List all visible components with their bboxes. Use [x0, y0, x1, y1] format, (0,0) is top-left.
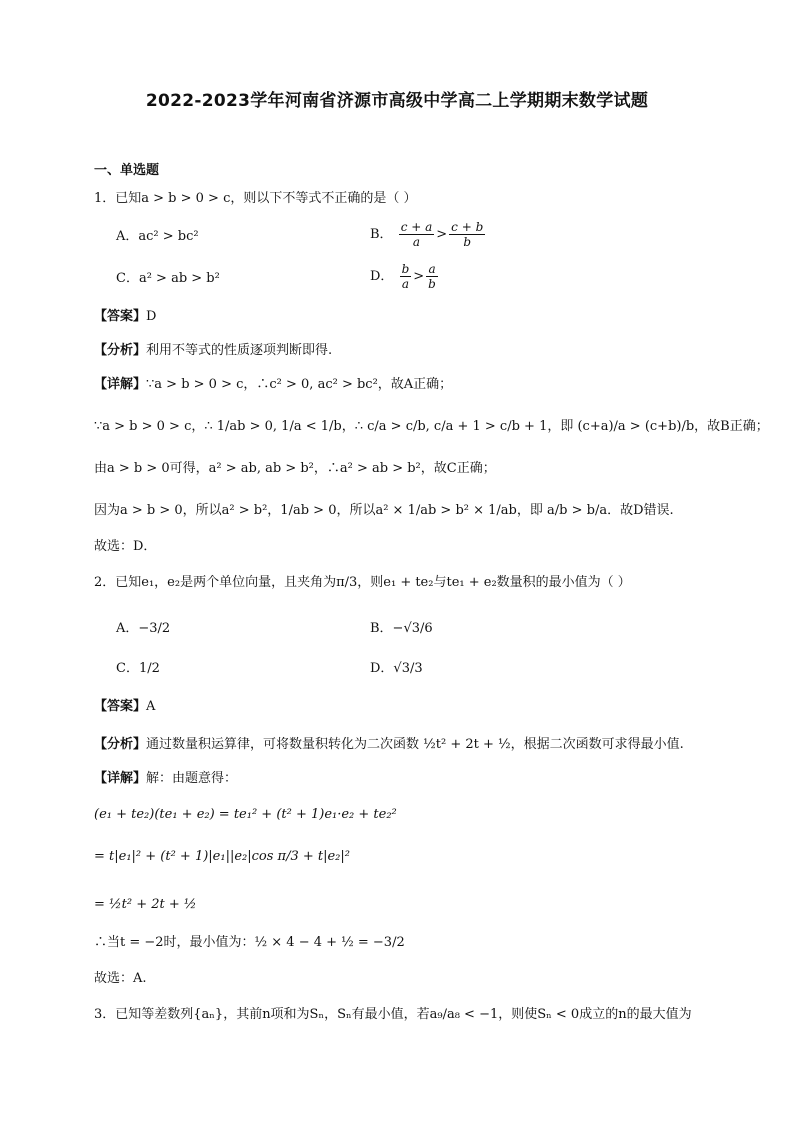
detail-text: 解：由题意得： [146, 771, 238, 786]
answer-tag: 【答案】 [94, 699, 147, 714]
q1-analysis [94, 342, 332, 360]
fraction-denominator: a [412, 235, 421, 249]
q1-detail-line-4: 因为a > b > 0，所以a² > b²，1/ab > 0，所以a² × 1/ab > b² × 1/ab，即 a/b > b/a．故D错误. [94, 503, 674, 518]
analysis-tag: 【分析】 [94, 343, 147, 358]
section-heading: 一、单选题 [94, 163, 160, 178]
q2-option-d: D．√3/3 [370, 661, 423, 676]
fraction-denominator: b [428, 277, 436, 291]
q1-option-d-left-fraction [400, 262, 412, 291]
analysis-text: 通过数量积运算律，可将数量积转化为二次函数 ½t² + 2t + ½，根据二次函数可求得最小值. [146, 737, 684, 752]
analysis-tag: 【分析】 [94, 737, 147, 752]
q3-stem: 3．已知等差数列{aₙ}，其前n项和为Sₙ，Sₙ有最小值，若a₉/a₈ < −1，则使Sₙ < 0成立的n的最大值为 [94, 1007, 692, 1022]
q1-answer [94, 308, 156, 326]
q1-option-d-prefix: D． [370, 269, 394, 284]
q1-option-b: B． $\frac{c + a}{a}$ > $\frac{c + b}{b}$ [370, 220, 484, 249]
q1-stem: 1．已知a > b > 0 > c，则以下不等式不正确的是（ ） [94, 191, 417, 206]
answer-value: A [146, 699, 156, 714]
q2-detail-intro [94, 770, 237, 788]
fraction-numerator: b [401, 262, 410, 276]
analysis-text: 利用不等式的性质逐项判断即得. [146, 343, 333, 358]
detail-tag: 【详解】 [94, 377, 147, 392]
q2-answer [94, 698, 155, 716]
q1-option-c: C．a² > ab > b² [116, 271, 220, 286]
q1-option-b-left-fraction [399, 220, 435, 249]
q2-equation-1: (e₁ + te₂)(te₁ + e₂) = te₁² + (t² + 1)e₁·e₂ + te₂² [94, 807, 397, 822]
answer-value: D [146, 309, 157, 324]
q2-equation-4: ∴当t = −2时，最小值为：½ × 4 − 4 + ½ = −3/2 [94, 935, 405, 950]
fraction-numerator: a [428, 262, 436, 276]
q1-option-b-prefix: B． [370, 227, 393, 242]
q2-option-b: B．−√3/6 [370, 621, 433, 636]
fraction-numerator: c + a [400, 220, 433, 234]
q2-stem: 2．已知e₁，e₂是两个单位向量，且夹角为π/3，则e₁ + te₂与te₁ + e₂数量积的最小值为（ ） [94, 575, 631, 590]
q1-option-d-right-fraction [426, 262, 438, 291]
fraction-denominator: b [463, 235, 472, 249]
q2-equation-3: = ½t² + 2t + ½ [94, 897, 197, 912]
q1-detail-line-1 [94, 376, 452, 394]
answer-tag: 【答案】 [94, 309, 147, 324]
q2-option-c: C．1/2 [116, 661, 160, 676]
detail-text: ∵a > b > 0 > c，∴c² > 0, ac² > bc²，故A正确； [146, 377, 453, 392]
q1-option-a: A．ac² > bc² [116, 229, 199, 244]
fraction-denominator: a [401, 277, 409, 291]
fraction-numerator: c + b [451, 220, 484, 234]
q2-equation-2: = t|e₁|² + (t² + 1)|e₁||e₂|cos π/3 + t|e₂|² [94, 849, 350, 864]
detail-tag: 【详解】 [94, 771, 147, 786]
q2-conclusion: 故选：A. [94, 971, 147, 986]
q1-option-b-right-fraction [449, 220, 485, 249]
page-title: 2022-2023学年河南省济源市高级中学高二上学期期末数学试题 [145, 91, 649, 111]
q1-conclusion: 故选：D． [94, 539, 157, 554]
q1-detail-line-3: 由a > b > 0可得，a² > ab, ab > b²，∴a² > ab > b²，故C正确； [94, 461, 496, 476]
q2-option-a: A．−3/2 [116, 621, 171, 636]
q2-analysis [94, 736, 684, 754]
q1-option-d: D． $\frac{b}{a}$ > $\frac{a}{b}$ [370, 262, 436, 291]
q1-detail-line-2: ∵a > b > 0 > c，∴ 1/ab > 0, 1/a < 1/b，∴ c/a > c/b, c/a + 1 > c/b + 1，即 (c+a)/a > (c+b)/b，故B正确； [94, 419, 769, 434]
